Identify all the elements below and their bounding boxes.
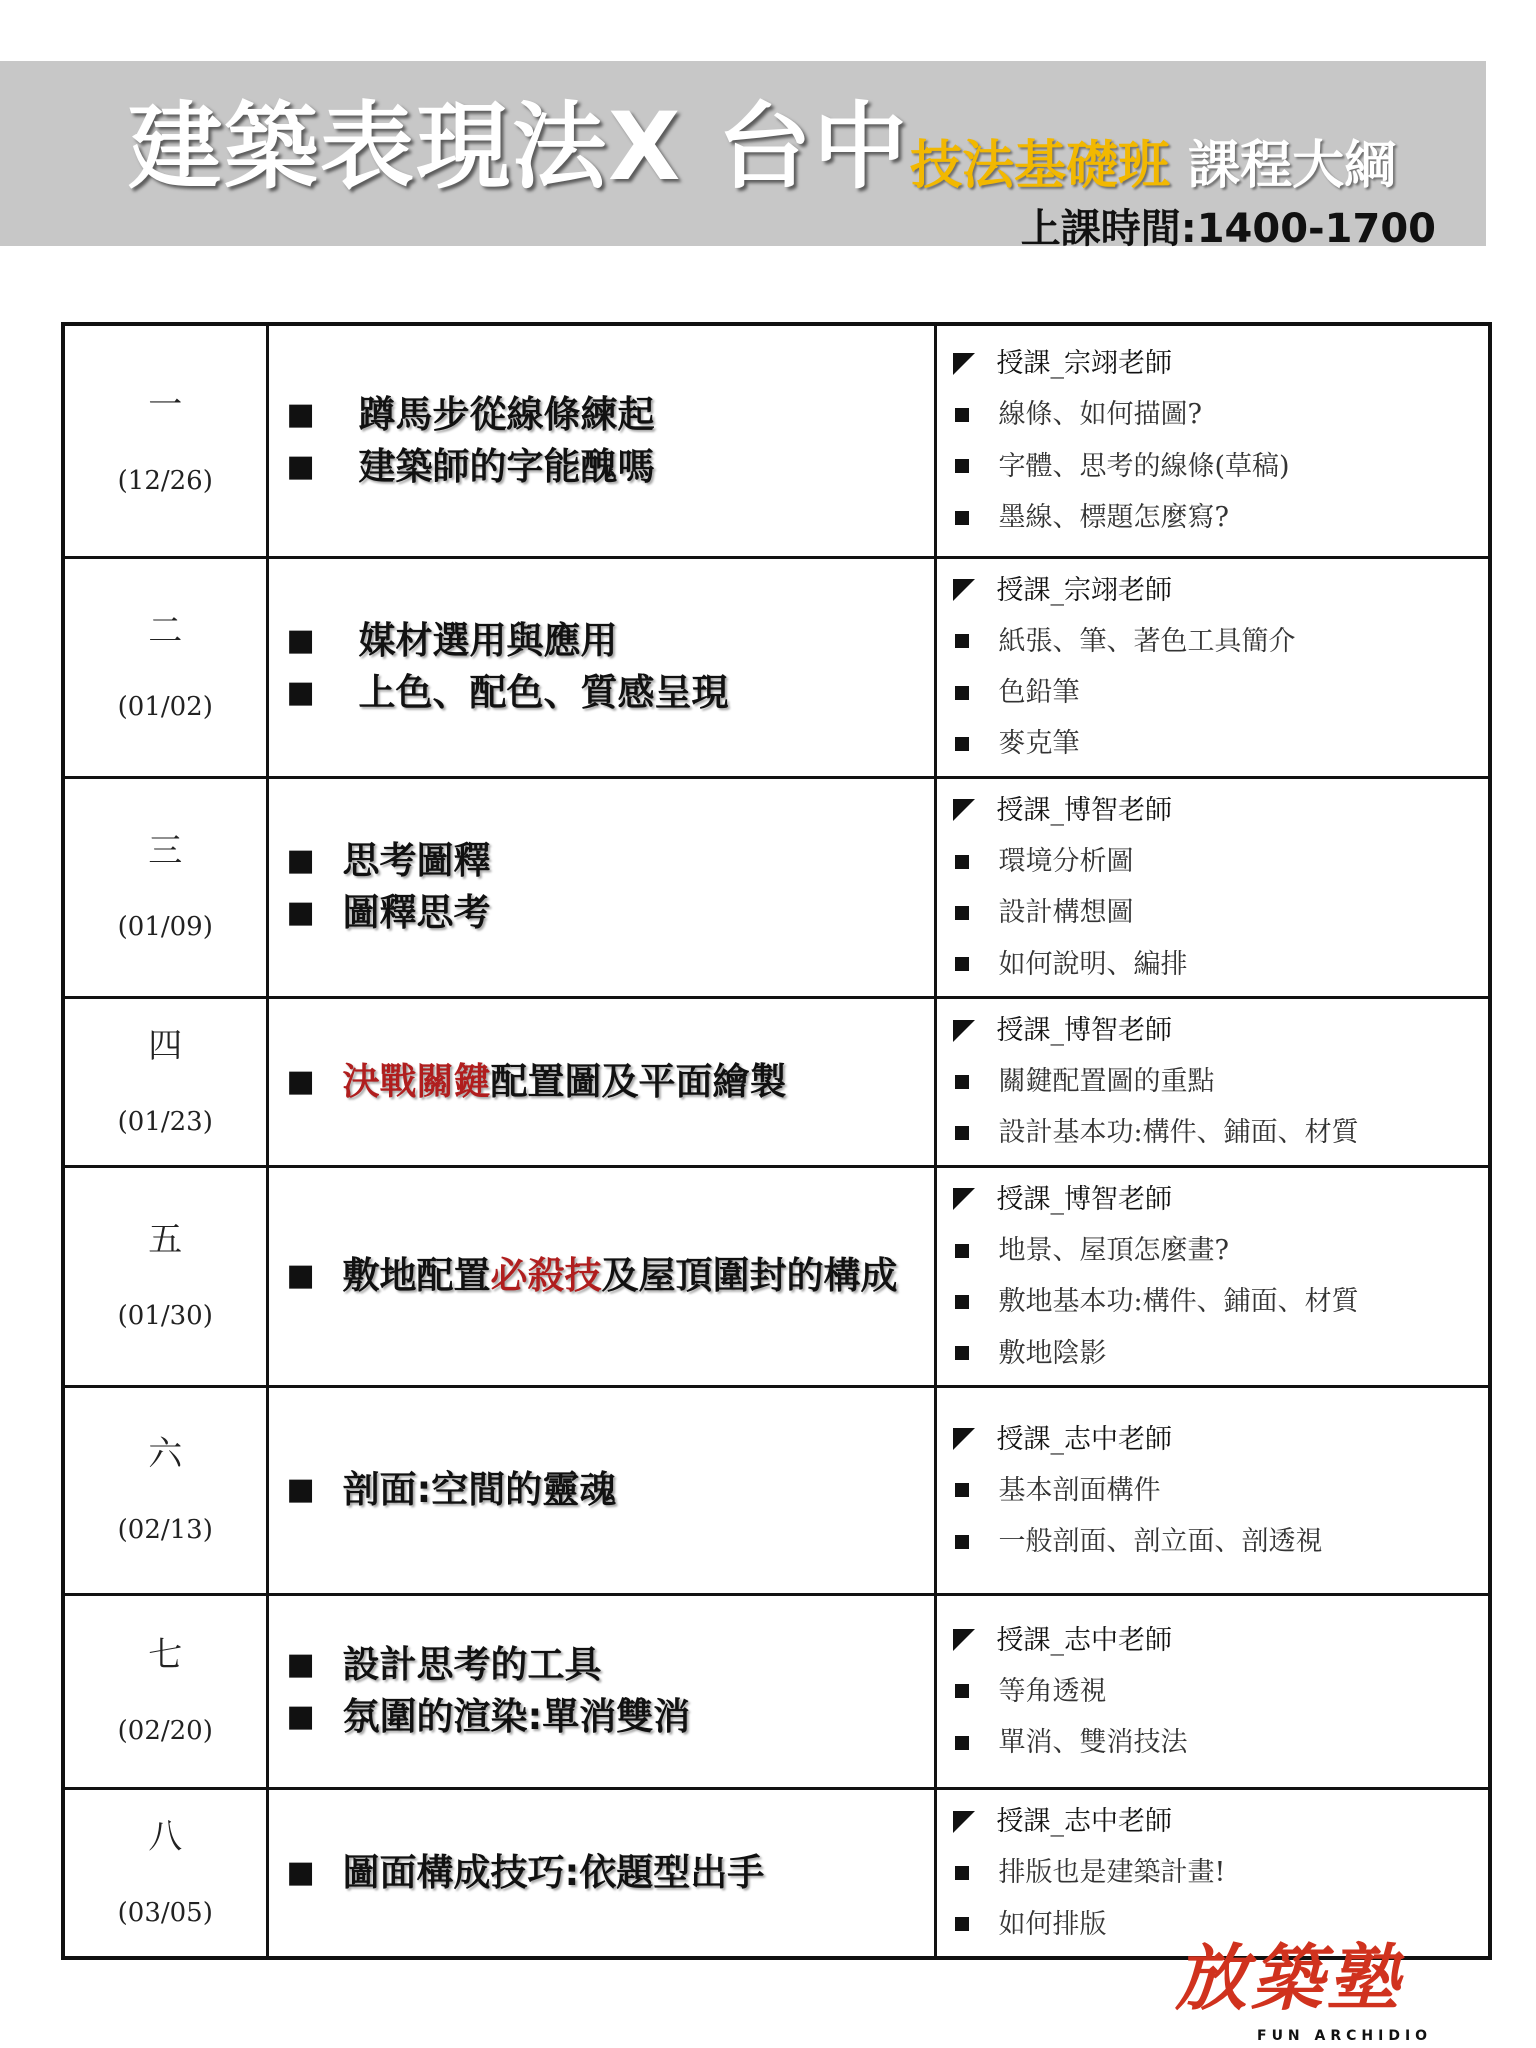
- square-bullet-icon: ■: [286, 1063, 315, 1099]
- square-bullet-icon: [955, 1244, 969, 1258]
- square-bullet-icon: [955, 511, 969, 525]
- topic-item: [287, 1250, 924, 1302]
- topic-part: 設計思考的工具: [342, 1643, 602, 1687]
- topic-part: 上色、配色、質感呈現: [358, 671, 729, 715]
- detail-text: 設計構想圖: [998, 897, 1134, 929]
- detail-text: 地景、屋頂怎麼畫?: [998, 1235, 1229, 1267]
- detail-item: [951, 616, 1489, 667]
- detail-item: [951, 441, 1489, 492]
- detail-item: [951, 887, 1489, 938]
- topics-cell: [267, 557, 935, 777]
- topic-part: 思考圖釋: [342, 839, 491, 883]
- detail-text: 線條、如何描圖?: [998, 399, 1202, 431]
- session-cell: [63, 1386, 267, 1594]
- syllabus-table: [61, 322, 1492, 1960]
- topic-text: [343, 1691, 691, 1743]
- square-bullet-icon: ■: [286, 895, 315, 931]
- teacher-name: 授課_博智老師: [996, 794, 1172, 826]
- detail-item: [951, 1276, 1489, 1327]
- square-bullet-icon: ■: [286, 1258, 315, 1294]
- square-bullet-icon: [955, 855, 969, 869]
- session-cell: [63, 997, 267, 1166]
- class-time: 上課時間:1400-1700: [1020, 206, 1436, 252]
- session-cell: [63, 777, 267, 997]
- detail-text: 排版也是建築計畫!: [998, 1857, 1226, 1889]
- session-number: 七: [148, 1635, 183, 1676]
- teacher-name: 授課_志中老師: [996, 1423, 1172, 1455]
- topic-part: 剖面:空間的靈魂: [342, 1468, 617, 1512]
- square-bullet-icon: [955, 1126, 969, 1140]
- topic-text: [343, 1639, 602, 1691]
- topic-item: [287, 1464, 924, 1516]
- session-cell: [63, 1166, 267, 1386]
- square-bullet-icon: ■: [286, 1472, 315, 1508]
- square-bullet-icon: ■: [286, 1699, 315, 1735]
- teacher-name: 授課_志中老師: [996, 1805, 1172, 1837]
- session-date: (01/23): [117, 1106, 213, 1137]
- topic-item: [287, 1639, 924, 1691]
- topic-item: [287, 887, 924, 939]
- detail-item: [951, 1666, 1489, 1717]
- square-bullet-icon: [955, 1684, 969, 1698]
- triangle-bullet-icon: [953, 1188, 975, 1210]
- topic-highlight: 必殺技: [490, 1254, 602, 1298]
- syllabus-body: [63, 324, 1490, 1958]
- square-bullet-icon: [955, 1295, 969, 1309]
- detail-text: 設計基本功:構件、鋪面、材質: [998, 1117, 1359, 1149]
- topic-item: [287, 1847, 924, 1899]
- topic-item: [287, 835, 924, 887]
- square-bullet-icon: [955, 737, 969, 751]
- teacher-line: [951, 565, 1489, 616]
- square-bullet-icon: ■: [286, 396, 315, 432]
- square-bullet-icon: [955, 1535, 969, 1549]
- teacher-name: 授課_宗翊老師: [996, 348, 1172, 380]
- session-date: (01/02): [117, 692, 213, 723]
- detail-text: 紙張、筆、著色工具簡介: [998, 625, 1296, 657]
- detail-item: [951, 1328, 1489, 1379]
- square-bullet-icon: [955, 1917, 969, 1931]
- topic-part: 圖面構成技巧:依題型出手: [342, 1850, 765, 1894]
- session-number: 六: [148, 1434, 183, 1475]
- topic-part: 氛圍的渲染:單消雙消: [342, 1695, 691, 1739]
- topics-cell: [267, 1166, 935, 1386]
- details-cell: [935, 1386, 1490, 1594]
- details-cell: [935, 324, 1490, 557]
- teacher-line: [951, 338, 1489, 389]
- detail-text: 墨線、標題怎麼寫?: [998, 502, 1229, 534]
- topics-cell: [267, 324, 935, 557]
- square-bullet-icon: [955, 408, 969, 422]
- detail-item: [951, 939, 1489, 990]
- page-title: 建築表現法X 台中: [128, 93, 910, 202]
- square-bullet-icon: [955, 1736, 969, 1750]
- square-bullet-icon: ■: [286, 623, 315, 659]
- session-date: (12/26): [117, 465, 213, 496]
- session-date: (02/13): [117, 1515, 213, 1546]
- topics-cell: [267, 997, 935, 1166]
- teacher-name: 授課_博智老師: [996, 1014, 1172, 1046]
- triangle-bullet-icon: [953, 1428, 975, 1450]
- topics-cell: [267, 1594, 935, 1788]
- detail-item: [951, 1056, 1489, 1107]
- detail-item: [951, 1717, 1489, 1768]
- details-cell: [935, 1594, 1490, 1788]
- session-cell: [63, 1788, 267, 1957]
- square-bullet-icon: ■: [286, 448, 315, 484]
- topic-item: [287, 1691, 924, 1743]
- detail-item: [951, 1107, 1489, 1158]
- logo-mark: 放築塾: [1175, 1935, 1404, 2020]
- topic-text: [343, 1250, 898, 1302]
- detail-item: [951, 492, 1489, 543]
- session-date: (03/05): [117, 1897, 213, 1928]
- detail-item: [951, 389, 1489, 440]
- session-number: 一: [148, 384, 183, 425]
- triangle-bullet-icon: [953, 1811, 975, 1833]
- session-number: 五: [148, 1220, 183, 1261]
- course-subtitle: [910, 138, 1396, 195]
- detail-item: [951, 1465, 1489, 1516]
- details-cell: [935, 557, 1490, 777]
- topic-text: [343, 1464, 617, 1516]
- logo-subtext: FUN ARCHIDIO: [1257, 2028, 1433, 2044]
- details-cell: [935, 997, 1490, 1166]
- topic-item: [287, 389, 924, 441]
- topic-part: 及屋頂圍封的構成: [601, 1254, 898, 1298]
- brand-logo: [1175, 1935, 1475, 2044]
- detail-text: 基本剖面構件: [998, 1474, 1161, 1506]
- topic-part: 媒材選用與應用: [358, 619, 618, 663]
- table-row: [63, 777, 1490, 997]
- square-bullet-icon: ■: [286, 1647, 315, 1683]
- topic-part: 蹲馬步從線條練起: [358, 392, 655, 436]
- table-row: [63, 324, 1490, 557]
- detail-text: 字體、思考的線條(草稿): [998, 450, 1290, 482]
- topic-text: [359, 441, 655, 493]
- topic-text: [343, 1847, 765, 1899]
- table-row: [63, 1166, 1490, 1386]
- detail-item: [951, 667, 1489, 718]
- topic-text: [359, 667, 729, 719]
- detail-text: 如何說明、編排: [998, 948, 1188, 980]
- session-cell: [63, 557, 267, 777]
- triangle-bullet-icon: [953, 799, 975, 821]
- square-bullet-icon: [955, 1483, 969, 1497]
- session-number: 三: [148, 831, 183, 872]
- session-cell: [63, 1594, 267, 1788]
- topic-text: [359, 389, 655, 441]
- subtitle-rest: 課程大綱: [1188, 136, 1397, 196]
- topic-item: [287, 1056, 924, 1108]
- square-bullet-icon: ■: [286, 675, 315, 711]
- session-number: 二: [148, 611, 183, 652]
- subtitle-accent: 技法基礎班: [910, 136, 1171, 196]
- table-row: [63, 1386, 1490, 1594]
- square-bullet-icon: ■: [286, 843, 315, 879]
- session-date: (01/30): [117, 1301, 213, 1332]
- teacher-line: [951, 1174, 1489, 1225]
- detail-text: 關鍵配置圖的重點: [998, 1066, 1215, 1098]
- details-cell: [935, 1166, 1490, 1386]
- topic-text: [359, 615, 618, 667]
- table-row: [63, 1594, 1490, 1788]
- detail-item: [951, 1847, 1489, 1898]
- teacher-line: [951, 1414, 1489, 1465]
- detail-text: 麥克筆: [998, 728, 1080, 760]
- detail-item: [951, 718, 1489, 769]
- square-bullet-icon: [955, 634, 969, 648]
- square-bullet-icon: [955, 1866, 969, 1880]
- topic-prefix: 敷地配置: [342, 1254, 491, 1298]
- topics-cell: [267, 1386, 935, 1594]
- triangle-bullet-icon: [953, 1629, 975, 1651]
- detail-text: 單消、雙消技法: [998, 1727, 1188, 1759]
- teacher-line: [951, 785, 1489, 836]
- teacher-line: [951, 1615, 1489, 1666]
- triangle-bullet-icon: [953, 579, 975, 601]
- teacher-line: [951, 1005, 1489, 1056]
- teacher-name: 授課_博智老師: [996, 1183, 1172, 1215]
- detail-text: 等角透視: [998, 1675, 1107, 1707]
- square-bullet-icon: ■: [286, 1854, 315, 1890]
- topic-item: [287, 441, 924, 493]
- session-number: 八: [148, 1816, 183, 1857]
- session-cell: [63, 324, 267, 557]
- detail-text: 色鉛筆: [998, 677, 1080, 709]
- details-cell: [935, 777, 1490, 997]
- topic-part: 圖釋思考: [342, 891, 491, 935]
- square-bullet-icon: [955, 686, 969, 700]
- detail-item: [951, 836, 1489, 887]
- teacher-name: 授課_宗翊老師: [996, 574, 1172, 606]
- topics-cell: [267, 1788, 935, 1957]
- square-bullet-icon: [955, 1075, 969, 1089]
- triangle-bullet-icon: [953, 353, 975, 375]
- square-bullet-icon: [955, 1346, 969, 1360]
- topic-part: 建築師的字能醜嗎: [358, 444, 655, 488]
- detail-text: 一般剖面、剖立面、剖透視: [998, 1526, 1323, 1558]
- topic-text: [343, 1056, 787, 1108]
- table-row: [63, 997, 1490, 1166]
- detail-item: [951, 1516, 1489, 1567]
- session-date: (01/09): [117, 912, 213, 943]
- square-bullet-icon: [955, 459, 969, 473]
- topic-highlight: 決戰關鍵: [342, 1059, 491, 1103]
- topic-text: [343, 835, 491, 887]
- session-date: (02/20): [117, 1716, 213, 1747]
- table-row: [63, 1788, 1490, 1957]
- detail-text: 如何排版: [998, 1908, 1107, 1940]
- detail-text: 敷地基本功:構件、鋪面、材質: [998, 1286, 1359, 1318]
- details-cell: [935, 1788, 1490, 1957]
- topic-text: [343, 887, 491, 939]
- detail-item: [951, 1225, 1489, 1276]
- topics-cell: [267, 777, 935, 997]
- topic-item: [287, 615, 924, 667]
- square-bullet-icon: [955, 957, 969, 971]
- topic-item: [287, 667, 924, 719]
- teacher-line: [951, 1796, 1489, 1847]
- topic-part: 配置圖及平面繪製: [490, 1059, 787, 1103]
- session-number: 四: [148, 1025, 183, 1066]
- detail-text: 環境分析圖: [998, 845, 1134, 877]
- triangle-bullet-icon: [953, 1020, 975, 1042]
- table-row: [63, 557, 1490, 777]
- detail-text: 敷地陰影: [998, 1337, 1107, 1369]
- square-bullet-icon: [955, 906, 969, 920]
- teacher-name: 授課_志中老師: [996, 1624, 1172, 1656]
